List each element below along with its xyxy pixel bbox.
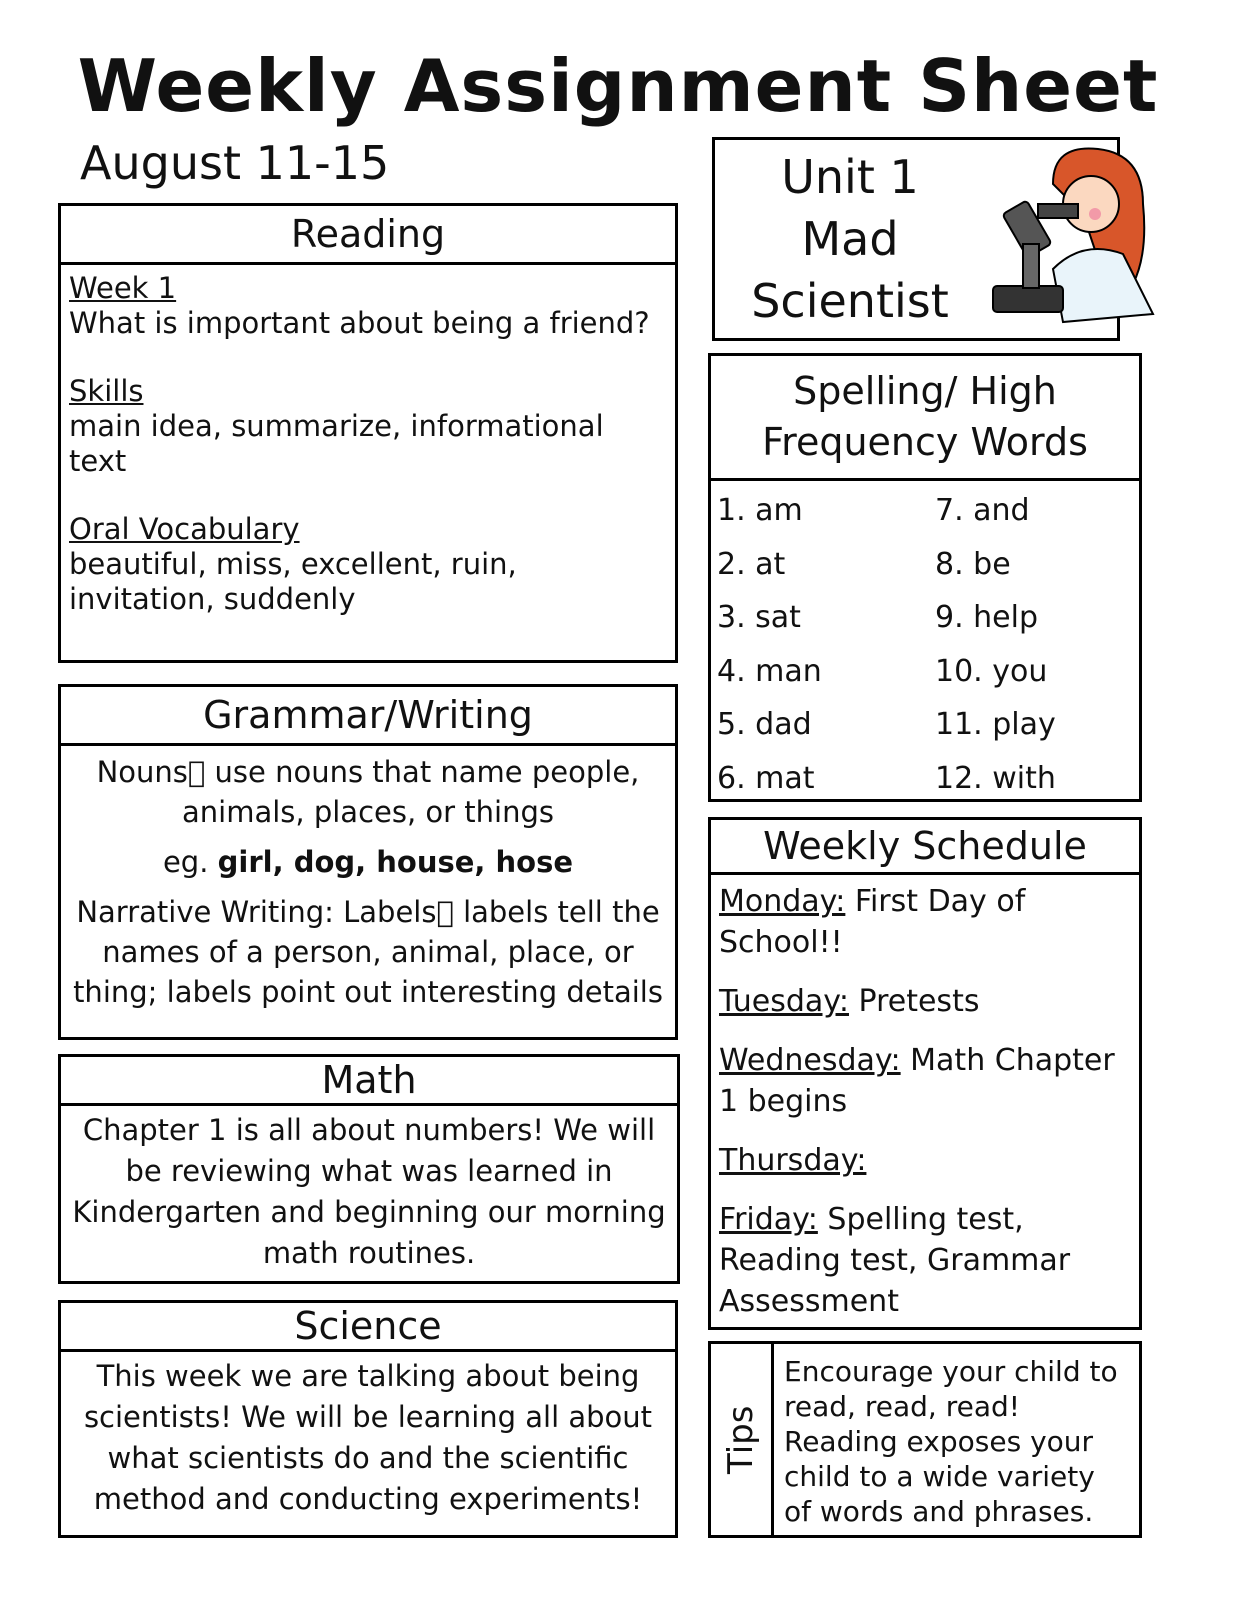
unit-name-line1: Mad <box>801 212 899 266</box>
reading-body <box>61 265 675 623</box>
skills-text: main idea, summarize, informational text <box>69 409 604 478</box>
spelling-word: 6. mat <box>717 760 815 796</box>
schedule-day-label: Monday: <box>719 884 846 919</box>
schedule-body <box>711 875 1139 1346</box>
schedule-day-label: Friday: <box>719 1202 818 1237</box>
schedule-day <box>719 1199 1131 1322</box>
spelling-word: 9. help <box>935 600 1039 635</box>
schedule-day-text: Pretests <box>848 984 980 1019</box>
math-section <box>58 1054 680 1284</box>
scientist-illustration <box>983 144 1159 330</box>
unit-name-line2: Scientist <box>751 274 949 328</box>
science-header: Science <box>61 1303 675 1352</box>
grammar-section <box>58 684 678 1040</box>
unit-title <box>725 146 975 332</box>
schedule-day-label: Thursday: <box>719 1143 867 1178</box>
schedule-day <box>719 881 1131 963</box>
spelling-header-line2: Frequency Words <box>762 420 1088 464</box>
schedule-header: Weekly Schedule <box>711 820 1139 875</box>
tips-text: Encourage your child to read, read, read! Reading exposes your child to a wide variety of words and phrases. <box>784 1355 1118 1528</box>
week-label: Week 1 <box>69 271 177 305</box>
example-prefix: eg. <box>162 845 209 879</box>
spelling-word: 4. man <box>717 653 822 689</box>
schedule-day <box>719 1040 1131 1122</box>
science-section <box>58 1300 678 1538</box>
schedule-day-label: Wednesday: <box>719 1043 901 1078</box>
math-header: Math <box>61 1057 677 1106</box>
spelling-word: 2. at <box>717 546 786 582</box>
grammar-example <box>69 842 667 882</box>
spelling-section <box>708 353 1142 802</box>
spelling-header <box>711 356 1139 481</box>
spelling-word: 3. sat <box>717 600 801 635</box>
spelling-word: 10. you <box>935 653 1048 689</box>
tips-label: Tips <box>711 1344 774 1535</box>
unit-box <box>712 137 1120 341</box>
week-text: What is important about being a friend? <box>69 306 650 340</box>
math-text: Chapter 1 is all about numbers! We will be reviewing what was learned in Kindergarten and beginning our morning math routines. <box>72 1113 666 1270</box>
spelling-word: 7. and <box>935 493 1030 528</box>
skills-label: Skills <box>69 374 144 408</box>
grammar-line-nouns: Nouns  use nouns that name people, animals, places, or things <box>96 755 640 829</box>
example-words: girl, dog, house, hose <box>217 845 574 879</box>
vocab-label: Oral Vocabulary <box>69 512 300 546</box>
schedule-day <box>719 1140 1131 1181</box>
spelling-word: 11. play <box>935 707 1056 742</box>
schedule-section <box>708 817 1142 1330</box>
science-text: This week we are talking about being scientists! We will be learning all about what scientists do and the scientific method and conducting experiments! <box>83 1359 653 1516</box>
vocab-text: beautiful, miss, excellent, ruin, invitation, suddenly <box>69 547 517 616</box>
spelling-word: 1. am <box>717 493 803 528</box>
reading-header: Reading <box>61 206 675 265</box>
spelling-word: 8. be <box>935 546 1011 582</box>
grammar-header: Grammar/Writing <box>61 687 675 746</box>
page-title: Weekly Assignment Sheet <box>77 44 1159 128</box>
schedule-day-text: Spelling test, Reading test, Grammar Assessment <box>719 1202 1071 1319</box>
schedule-day-text: First Day of School!! <box>719 884 1026 960</box>
date-label: August 11-15 <box>80 136 390 190</box>
spelling-word: 5. dad <box>717 707 812 742</box>
schedule-day-label: Tuesday: <box>719 984 849 1019</box>
spelling-word-list <box>711 481 1139 808</box>
schedule-day-text: Math Chapter 1 begins <box>719 1043 1115 1119</box>
grammar-body <box>61 746 675 1018</box>
unit-number: Unit 1 <box>781 150 919 204</box>
spelling-header-line1: Spelling/ High <box>793 369 1057 413</box>
schedule-day <box>719 981 1131 1022</box>
reading-section <box>58 203 678 663</box>
grammar-line-writing: Narrative Writing: Labels  labels tell the names of a person, animal, place, or thing; labels point out interesting details <box>73 895 663 1009</box>
spelling-word: 12. with <box>935 760 1056 796</box>
tips-section <box>708 1341 1142 1538</box>
